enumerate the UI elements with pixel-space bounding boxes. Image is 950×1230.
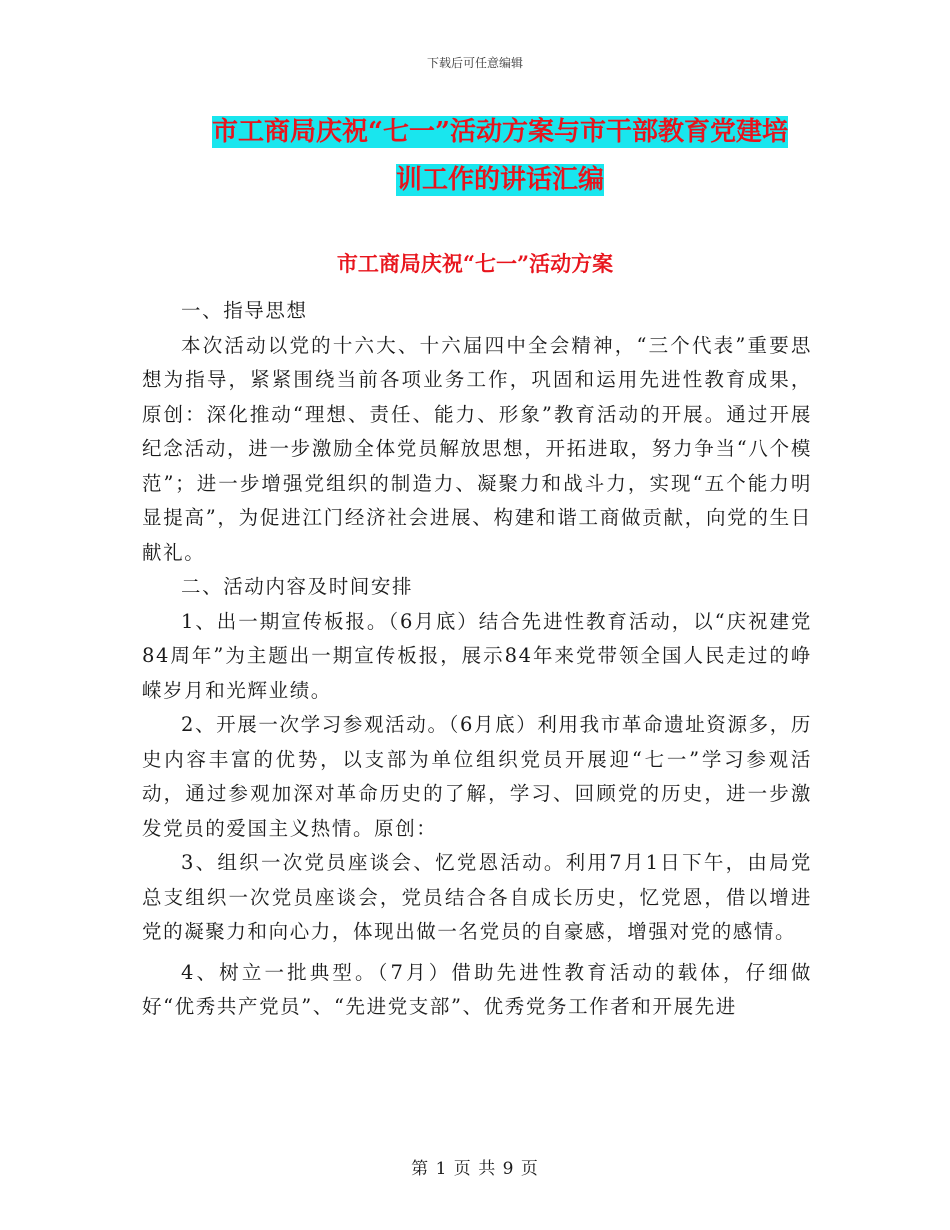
section-title: 市工商局庆祝“七一”活动方案 xyxy=(336,251,614,276)
document-title-line-2: 训工作的讲话汇编 xyxy=(395,165,604,195)
paragraph-item-3: 3、组织一次党员座谈会、忆党恩活动。利用7月1日下午，由局党总支组织一次党员座谈会，党员结合各自成长历史，忆党恩，借以增进党的凝聚力和向心力，体现出做一名党员的自豪感，增强对党的感情。 xyxy=(142,851,812,943)
document-title-line-1: 市工商局庆祝“七一”活动方案与市干部教育党建培 xyxy=(212,117,788,147)
document-title xyxy=(180,108,820,204)
heading-activity-content: 二、活动内容及时间安排 xyxy=(181,575,414,598)
heading-guiding-ideology: 一、指导思想 xyxy=(181,299,308,322)
paragraph-item-2: 2、开展一次学习参观活动。（6月底）利用我市革命遗址资源多，历史内容丰富的优势，以支部为单位组织党员开展迎“七一”学习参观活动，通过参观加深对革命历史的了解，学习、回顾党的历史，进一步激发党员的爱国主义热情。原创： xyxy=(142,713,812,840)
page-header-note: 下载后可任意编辑 xyxy=(426,56,523,70)
document-body xyxy=(142,294,812,1025)
paragraph-item-4: 4、树立一批典型。（7月）借助先进性教育活动的载体，仔细做好“优秀共产党员”、“先进党支部”、优秀党务工作者和开展先进 xyxy=(142,960,812,1018)
paragraph-guiding-ideology: 本次活动以党的十六大、十六届四中全会精神，“三个代表”重要思想为指导，紧紧围绕当前各项业务工作，巩固和运用先进性教育成果，原创：深化推动“理想、责任、能力、形象”教育活动的开展。通过开展纪念活动，进一步激励全体党员解放思想，开拓进取，努力争当“八个模范”；进一步增强党组织的制造力、凝聚力和战斗力，实现“五个能力明显提高”，为促进江门经济社会进展、构建和谐工商做贡献，向党的生日献礼。 xyxy=(142,333,812,564)
paragraph-item-1: 1、出一期宣传板报。（6月底）结合先进性教育活动，以“庆祝建党84周年”为主题出一期宣传板报，展示84年来党带领全国人民走过的峥嵘岁月和光辉业绩。 xyxy=(142,609,812,702)
page-number: 第 1 页 共 9 页 xyxy=(411,1159,539,1179)
